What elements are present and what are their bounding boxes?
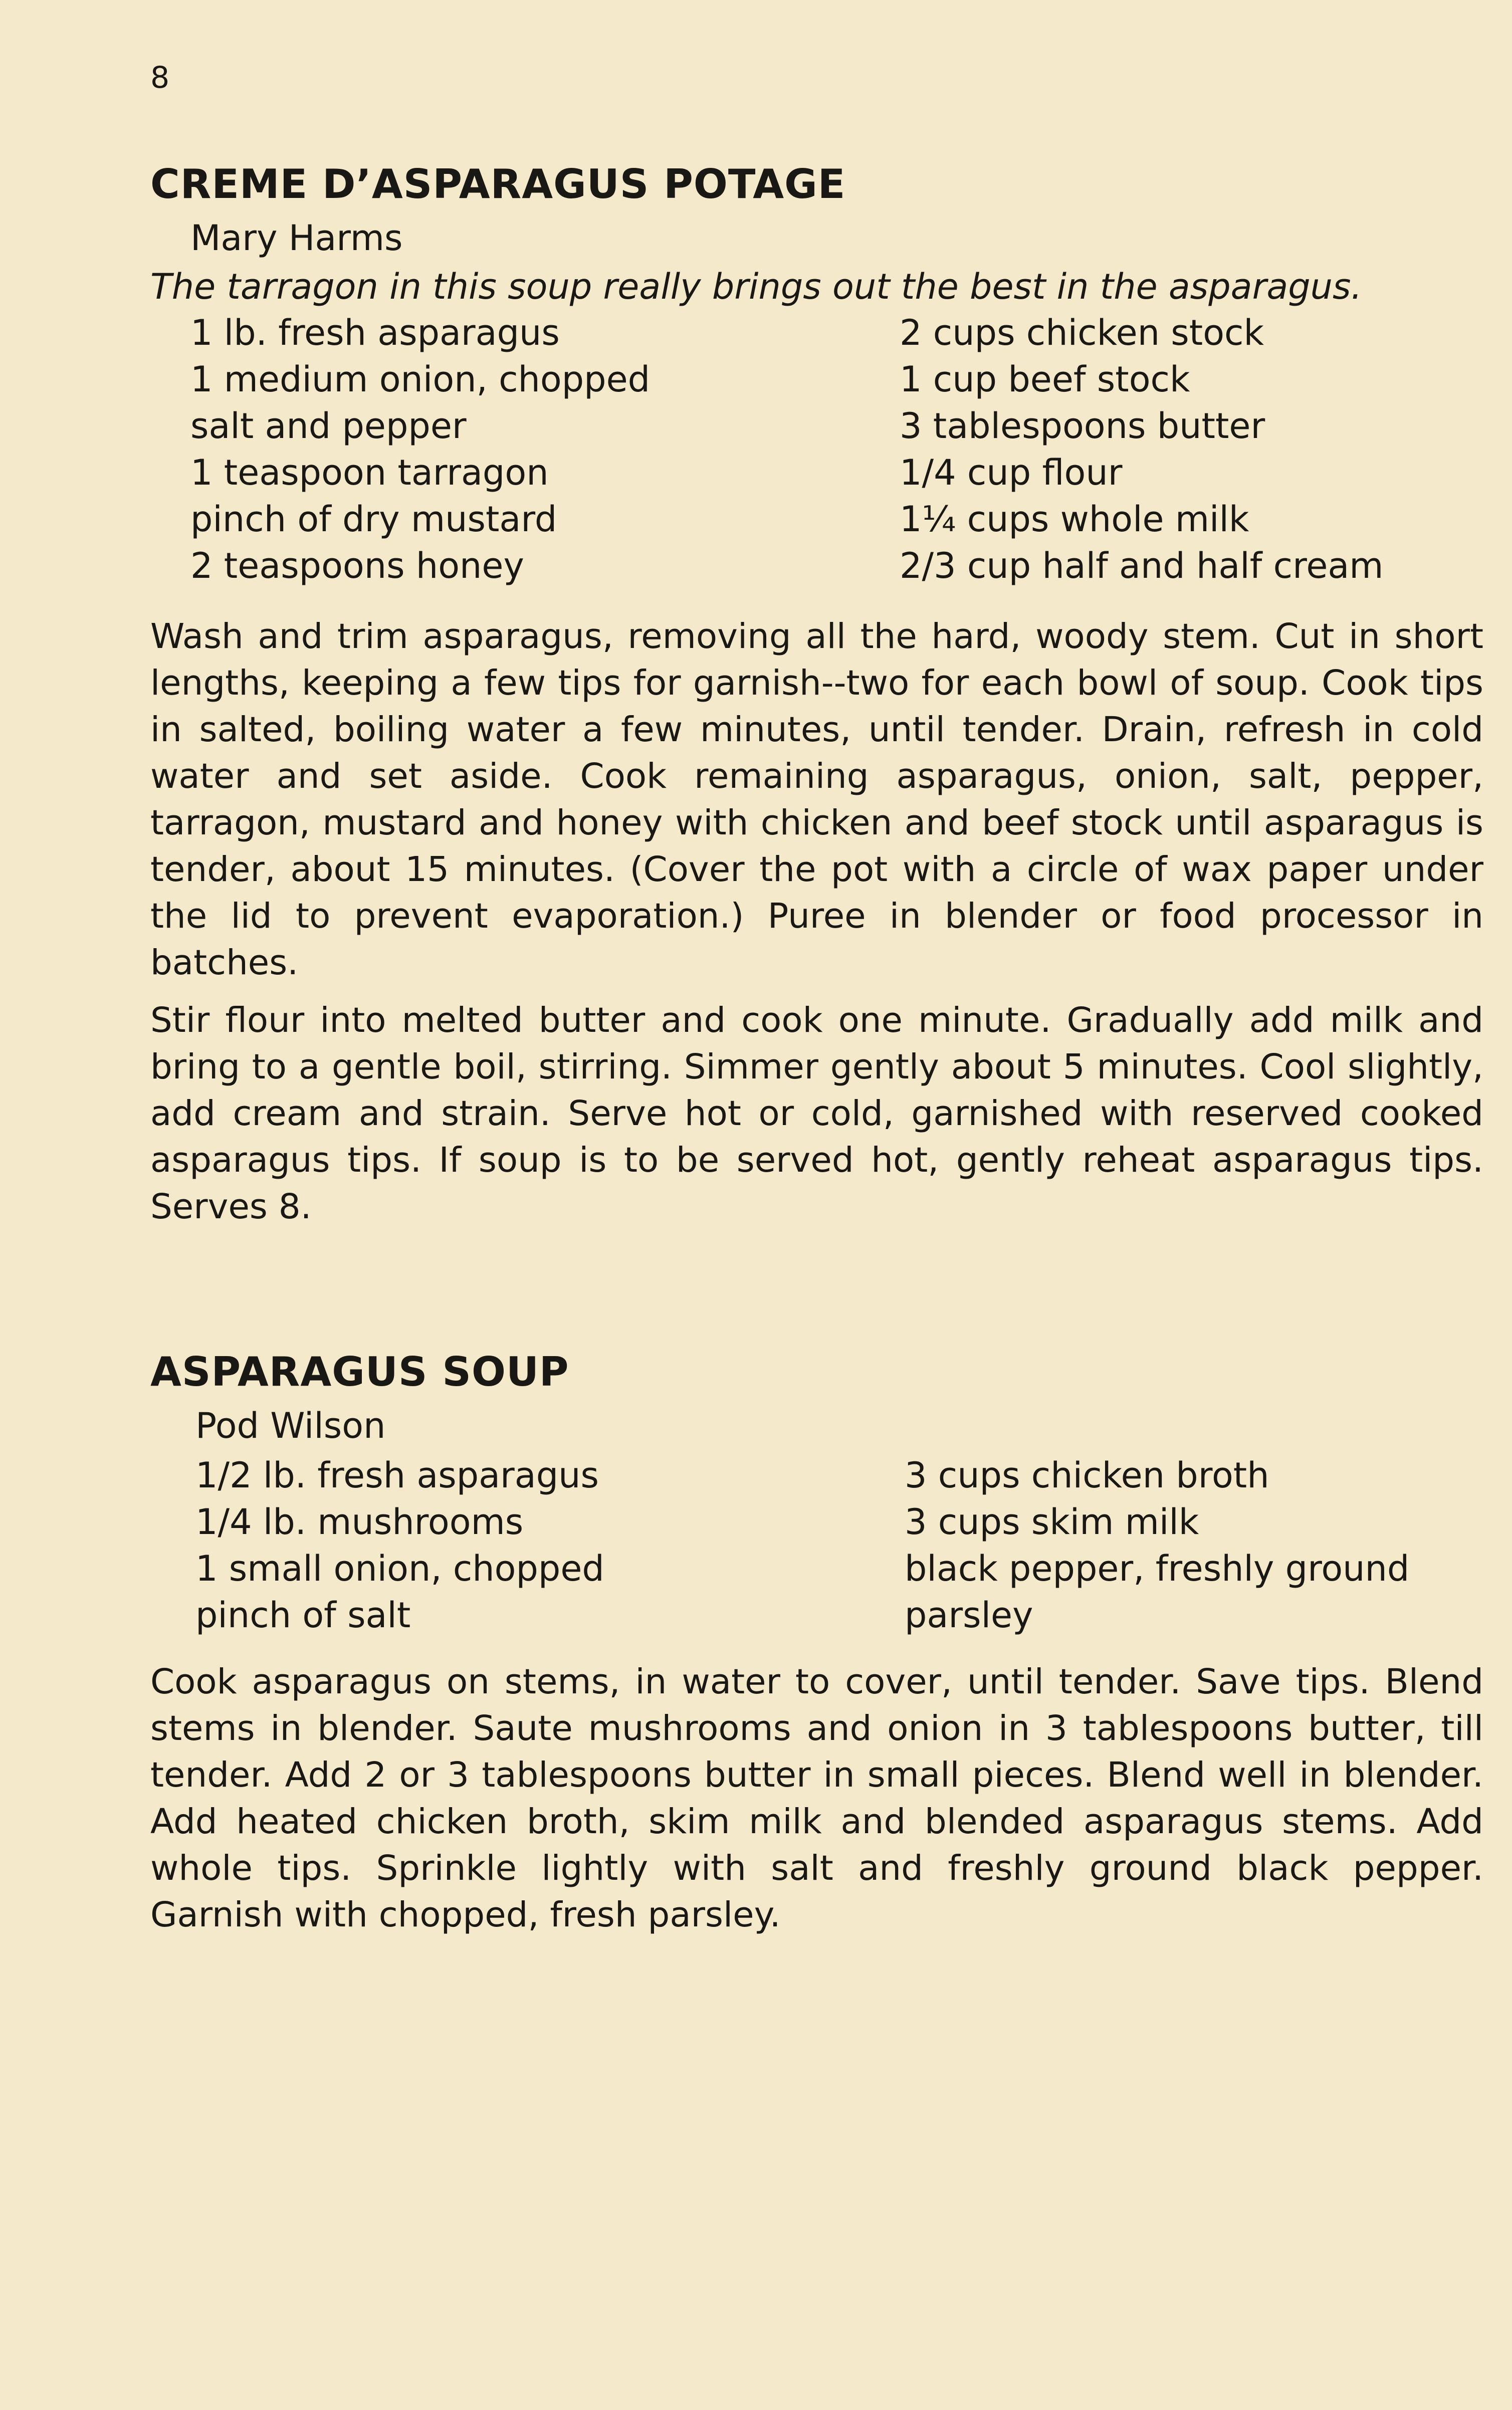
page-number: 8 (150, 60, 170, 95)
ingredient-item: pinch of dry mustard (190, 499, 557, 540)
ingredient-item: 1/2 lb. fresh asparagus (195, 1455, 599, 1496)
ingredient-column-right (900, 310, 1476, 589)
ingredient-list (190, 310, 1493, 589)
instructions-paragraph: Stir flour into melted butter and cook one minute. Gradually add milk and bring to a gentle boil, stirring. Simmer gently about 5 minutes. Cool slightly, add cream and strain. Serve hot or cold, garnished with reserved cooked asparagus tips. If soup is to be served hot, gently reheat asparagus tips. Serves 8. (150, 1000, 1483, 1227)
ingredient-item: 1¼ cups whole milk (900, 499, 1249, 540)
ingredient-item: 2 teaspoons honey (190, 545, 524, 586)
ingredient-item: 1 cup beef stock (900, 359, 1190, 400)
instructions-paragraph: Cook asparagus on stems, in water to cover, until tender. Save tips. Blend stems in blender. Saute mushrooms and onion in 3 tablespoons butter, till tender. Add 2 or 3 tablespoons butter in small pieces. Blend well in blender. Add heated chicken broth, skim milk and blended asparagus stems. Add whole tips. Sprinkle lightly with salt and freshly ground black pepper. Garnish with chopped, fresh parsley. (150, 1662, 1483, 1935)
ingredient-column-right (905, 1452, 1481, 1639)
ingredient-item: pinch of salt (195, 1595, 411, 1636)
ingredient-list (195, 1452, 1493, 1639)
recipe-title: CREME D’ASPARAGUS POTAGE (150, 161, 846, 207)
ingredient-item: 3 tablespoons butter (900, 405, 1265, 447)
ingredient-item: 3 cups chicken broth (905, 1455, 1269, 1496)
ingredient-item: 1/4 cup flour (900, 452, 1123, 493)
recipe-intro: The tarragon in this soup really brings out the best in the asparagus. (150, 266, 1362, 307)
ingredient-item: 2 cups chicken stock (900, 312, 1264, 353)
ingredient-item: 3 cups skim milk (905, 1501, 1199, 1543)
ingredient-item: 2/3 cup half and half cream (900, 545, 1384, 586)
recipe-title: ASPARAGUS SOUP (150, 1349, 569, 1395)
ingredient-item: black pepper, freshly ground (905, 1548, 1410, 1589)
ingredient-item: 1 teaspoon tarragon (190, 452, 549, 493)
ingredient-column-left (195, 1452, 905, 1639)
ingredient-item: salt and pepper (190, 405, 467, 447)
recipe-creme-dasparagus-potage (150, 160, 1493, 1230)
ingredient-item: 1 medium onion, chopped (190, 359, 651, 400)
recipe-author: Pod Wilson (195, 1405, 386, 1446)
ingredient-item: parsley (905, 1595, 1033, 1636)
recipe-author: Mary Harms (190, 217, 403, 259)
instructions-paragraph: Wash and trim asparagus, removing all the hard, woody stem. Cut in short lengths, keeping a few tips for garnish--two for each bowl of soup. Cook tips in salted, boiling water a few minutes, until tender. Drain, refresh in cold water and set aside. Cook remaining asparagus, onion, salt, pepper, tarragon, mustard and honey with chicken and beef stock until asparagus is tender, about 15 minutes. (Cover the pot with a circle of wax paper under the lid to prevent evaporation.) Puree in blender or food processor in batches. (150, 616, 1483, 983)
recipe-asparagus-soup (150, 1348, 1493, 1938)
ingredient-item: 1 small onion, chopped (195, 1548, 604, 1589)
ingredient-item: 1/4 lb. mushrooms (195, 1501, 524, 1543)
ingredient-item: 1 lb. fresh asparagus (190, 312, 560, 353)
ingredient-column-left (190, 310, 900, 589)
